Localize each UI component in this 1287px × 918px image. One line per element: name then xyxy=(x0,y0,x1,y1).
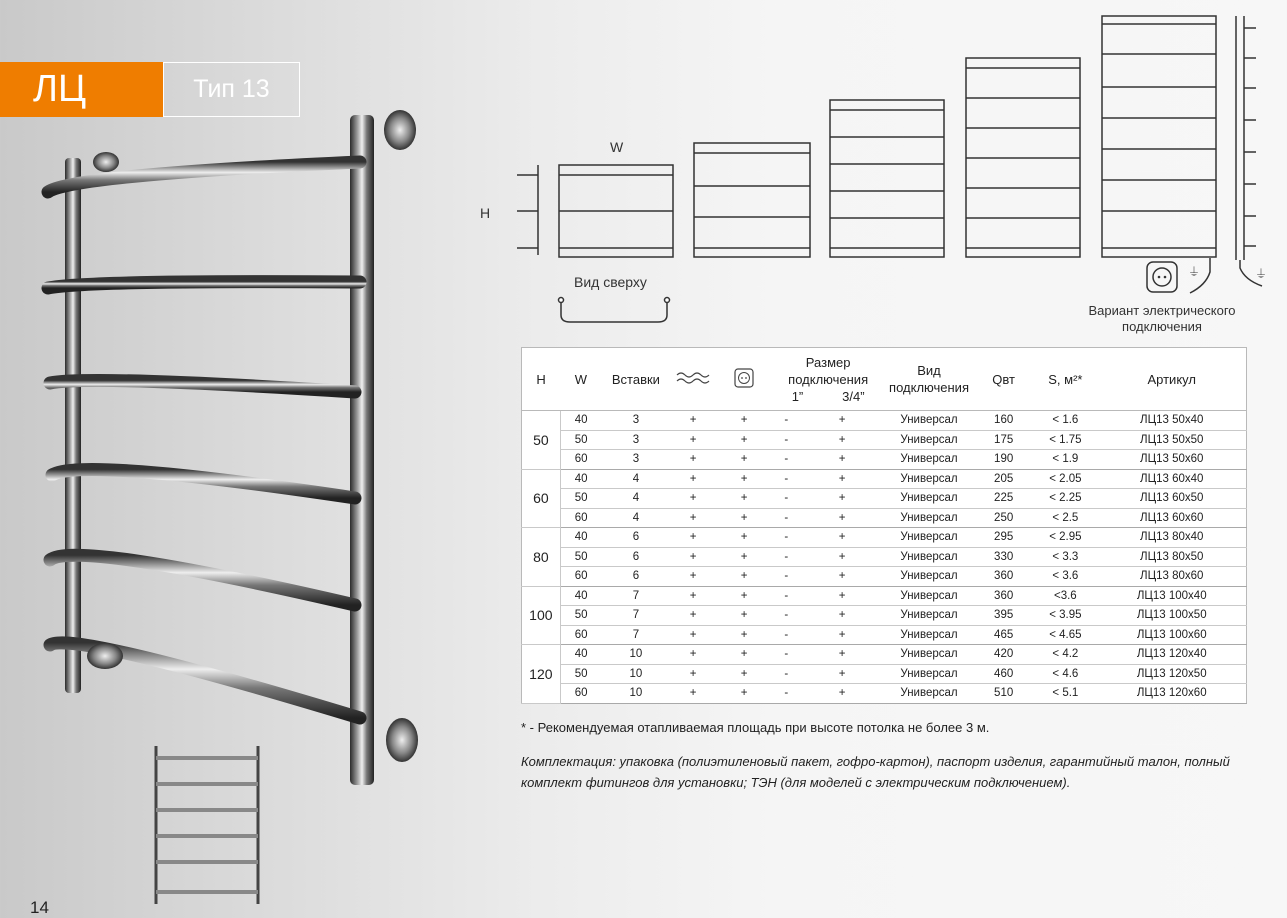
cell-ins: 10 xyxy=(602,645,671,665)
cell-q: 330 xyxy=(974,547,1033,567)
cell-ins: 10 xyxy=(602,664,671,684)
col-area: S, м²* xyxy=(1033,348,1097,411)
cell-socket: + xyxy=(716,469,772,489)
table-row xyxy=(522,469,1247,489)
cell-s: < 3.6 xyxy=(1033,567,1097,587)
height-group-cell: 60 xyxy=(522,469,561,528)
table-row xyxy=(522,664,1247,684)
cell-s: < 4.6 xyxy=(1033,664,1097,684)
size-34-label: 3/4” xyxy=(842,388,865,404)
cell-w: 40 xyxy=(560,586,601,606)
size-label: Размер подключения xyxy=(788,354,869,387)
cell-conn: Универсал xyxy=(884,411,974,431)
spec-table xyxy=(521,347,1247,704)
cell-w: 50 xyxy=(560,430,601,450)
size-1-label: 1” xyxy=(791,388,804,404)
cell-wave: + xyxy=(670,586,716,606)
cell-w: 50 xyxy=(560,547,601,567)
cell-ins: 3 xyxy=(602,450,671,470)
cell-s1: - xyxy=(772,411,800,431)
cell-q: 295 xyxy=(974,528,1033,548)
height-group-cell: 100 xyxy=(522,586,561,645)
cell-conn: Универсал xyxy=(884,528,974,548)
cell-s1: - xyxy=(772,625,800,645)
table-row xyxy=(522,567,1247,587)
cell-art: ЛЦ13 50х50 xyxy=(1097,430,1246,450)
cell-art: ЛЦ13 120х40 xyxy=(1097,645,1246,665)
cell-s: <3.6 xyxy=(1033,586,1097,606)
cell-wave: + xyxy=(670,469,716,489)
cell-socket: + xyxy=(716,606,772,626)
table-row xyxy=(522,528,1247,548)
cell-socket: + xyxy=(716,411,772,431)
cell-socket: + xyxy=(716,645,772,665)
cell-w: 60 xyxy=(560,625,601,645)
cell-art: ЛЦ13 50х60 xyxy=(1097,450,1246,470)
cell-w: 40 xyxy=(560,411,601,431)
cell-s1: - xyxy=(772,489,800,509)
cell-s: < 3.3 xyxy=(1033,547,1097,567)
cell-q: 225 xyxy=(974,489,1033,509)
cell-q: 360 xyxy=(974,567,1033,587)
cell-conn: Универсал xyxy=(884,586,974,606)
cell-ins: 7 xyxy=(602,606,671,626)
cell-socket: + xyxy=(716,684,772,704)
cell-conn: Универсал xyxy=(884,450,974,470)
cell-q: 190 xyxy=(974,450,1033,470)
cell-s1: - xyxy=(772,547,800,567)
height-group-cell: 120 xyxy=(522,645,561,704)
w-label: W xyxy=(610,139,624,155)
cell-w: 40 xyxy=(560,645,601,665)
h-label: H xyxy=(480,205,491,221)
table-row xyxy=(522,606,1247,626)
cell-s34: + xyxy=(800,430,884,450)
table-row xyxy=(522,645,1247,665)
cell-art: ЛЦ13 120х60 xyxy=(1097,684,1246,704)
cell-s34: + xyxy=(800,450,884,470)
cell-art: ЛЦ13 80х50 xyxy=(1097,547,1246,567)
cell-wave: + xyxy=(670,450,716,470)
cell-s34: + xyxy=(800,547,884,567)
table-row xyxy=(522,586,1247,606)
cell-wave: + xyxy=(670,508,716,528)
cell-conn: Универсал xyxy=(884,489,974,509)
cell-q: 465 xyxy=(974,625,1033,645)
cell-s1: - xyxy=(772,645,800,665)
cell-art: ЛЦ13 80х40 xyxy=(1097,528,1246,548)
cell-ins: 4 xyxy=(602,489,671,509)
series-badge: ЛЦ xyxy=(0,62,163,117)
cell-ins: 7 xyxy=(602,586,671,606)
cell-s: < 4.65 xyxy=(1033,625,1097,645)
cell-s34: + xyxy=(800,606,884,626)
cell-wave: + xyxy=(670,430,716,450)
cell-s: < 4.2 xyxy=(1033,645,1097,665)
cell-art: ЛЦ13 120х50 xyxy=(1097,664,1246,684)
cell-s1: - xyxy=(772,430,800,450)
cell-socket: + xyxy=(716,625,772,645)
table-row xyxy=(522,489,1247,509)
cell-art: ЛЦ13 80х60 xyxy=(1097,567,1246,587)
table-header-row xyxy=(522,348,1247,411)
cell-wave: + xyxy=(670,625,716,645)
socket-icon xyxy=(716,348,772,411)
cell-w: 60 xyxy=(560,684,601,704)
page-number: 14 xyxy=(30,898,49,917)
cell-conn: Универсал xyxy=(884,469,974,489)
top-view-label: Вид сверху xyxy=(574,274,647,290)
cell-wave: + xyxy=(670,489,716,509)
cell-q: 160 xyxy=(974,411,1033,431)
cell-wave: + xyxy=(670,567,716,587)
cell-socket: + xyxy=(716,508,772,528)
left-pipe xyxy=(65,158,81,693)
cell-s: < 5.1 xyxy=(1033,684,1097,704)
cell-s34: + xyxy=(800,469,884,489)
cell-s: < 2.95 xyxy=(1033,528,1097,548)
cell-ins: 10 xyxy=(602,684,671,704)
cell-art: ЛЦ13 60х50 xyxy=(1097,489,1246,509)
flange-top xyxy=(384,110,416,150)
cell-s1: - xyxy=(772,508,800,528)
cell-s: < 2.5 xyxy=(1033,508,1097,528)
cell-socket: + xyxy=(716,489,772,509)
cell-s34: + xyxy=(800,528,884,548)
cell-socket: + xyxy=(716,567,772,587)
cell-w: 60 xyxy=(560,450,601,470)
cell-wave: + xyxy=(670,547,716,567)
cell-s1: - xyxy=(772,528,800,548)
cell-socket: + xyxy=(716,664,772,684)
table-row xyxy=(522,450,1247,470)
cell-art: ЛЦ13 100х40 xyxy=(1097,586,1246,606)
table-row xyxy=(522,547,1247,567)
cell-conn: Универсал xyxy=(884,508,974,528)
cell-w: 60 xyxy=(560,567,601,587)
height-group-cell: 80 xyxy=(522,528,561,587)
col-connection: Вид подключения xyxy=(884,348,974,411)
right-pipe xyxy=(350,115,374,785)
col-watt: Qвт xyxy=(974,348,1033,411)
cell-wave: + xyxy=(670,645,716,665)
cell-w: 60 xyxy=(560,508,601,528)
type-badge: Тип 13 xyxy=(163,62,300,117)
cell-socket: + xyxy=(716,528,772,548)
cell-ins: 4 xyxy=(602,508,671,528)
small-rail-drawing xyxy=(150,744,265,908)
cell-s: < 2.05 xyxy=(1033,469,1097,489)
cell-q: 395 xyxy=(974,606,1033,626)
cell-s1: - xyxy=(772,567,800,587)
cell-art: ЛЦ13 60х60 xyxy=(1097,508,1246,528)
svg-text:⏚: ⏚ xyxy=(1255,267,1268,281)
cell-s34: + xyxy=(800,664,884,684)
cell-wave: + xyxy=(670,528,716,548)
cell-conn: Универсал xyxy=(884,684,974,704)
electric-variant-label: Вариант электрического подключения xyxy=(1088,303,1236,334)
cell-w: 50 xyxy=(560,489,601,509)
wave-icon xyxy=(670,348,716,411)
col-article: Артикул xyxy=(1097,348,1246,411)
cell-ins: 3 xyxy=(602,411,671,431)
cell-art: ЛЦ13 100х60 xyxy=(1097,625,1246,645)
cell-s1: - xyxy=(772,664,800,684)
cell-s1: - xyxy=(772,606,800,626)
cell-socket: + xyxy=(716,547,772,567)
height-group-cell: 50 xyxy=(522,411,561,470)
svg-text:⏚: ⏚ xyxy=(1188,265,1201,279)
cell-ins: 6 xyxy=(602,547,671,567)
cell-q: 205 xyxy=(974,469,1033,489)
cell-s34: + xyxy=(800,684,884,704)
cell-conn: Универсал xyxy=(884,430,974,450)
cell-s34: + xyxy=(800,508,884,528)
cell-conn: Универсал xyxy=(884,645,974,665)
cell-s34: + xyxy=(800,645,884,665)
cell-q: 250 xyxy=(974,508,1033,528)
cell-s1: - xyxy=(772,469,800,489)
cell-art: ЛЦ13 50х40 xyxy=(1097,411,1246,431)
cell-wave: + xyxy=(670,684,716,704)
col-inserts: Вставки xyxy=(602,348,671,411)
col-h: H xyxy=(522,348,561,411)
cell-w: 50 xyxy=(560,664,601,684)
cell-ins: 3 xyxy=(602,430,671,450)
cell-s1: - xyxy=(772,684,800,704)
cell-wave: + xyxy=(670,411,716,431)
cell-s34: + xyxy=(800,567,884,587)
table-row xyxy=(522,411,1247,431)
footnote: * - Рекомендуемая отапливаемая площадь при высоте потолка не более 3 м. xyxy=(521,720,990,735)
flange-bottom xyxy=(386,718,418,762)
cell-q: 420 xyxy=(974,645,1033,665)
cell-conn: Универсал xyxy=(884,625,974,645)
cell-conn: Универсал xyxy=(884,547,974,567)
cell-q: 460 xyxy=(974,664,1033,684)
cell-s: < 3.95 xyxy=(1033,606,1097,626)
table-row xyxy=(522,684,1247,704)
table-row xyxy=(522,625,1247,645)
cell-s34: + xyxy=(800,625,884,645)
cell-q: 510 xyxy=(974,684,1033,704)
cell-s1: - xyxy=(772,586,800,606)
cell-art: ЛЦ13 100х50 xyxy=(1097,606,1246,626)
cell-s: < 1.75 xyxy=(1033,430,1097,450)
cell-ins: 7 xyxy=(602,625,671,645)
cell-ins: 6 xyxy=(602,567,671,587)
cell-socket: + xyxy=(716,586,772,606)
cell-w: 50 xyxy=(560,606,601,626)
table-row xyxy=(522,508,1247,528)
cell-socket: + xyxy=(716,430,772,450)
cell-q: 360 xyxy=(974,586,1033,606)
cell-conn: Универсал xyxy=(884,664,974,684)
cell-s: < 2.25 xyxy=(1033,489,1097,509)
cell-wave: + xyxy=(670,606,716,626)
cell-q: 175 xyxy=(974,430,1033,450)
cell-ins: 4 xyxy=(602,469,671,489)
cell-art: ЛЦ13 60х40 xyxy=(1097,469,1246,489)
cell-s: < 1.6 xyxy=(1033,411,1097,431)
cell-s34: + xyxy=(800,586,884,606)
package-note: Комплектация: упаковка (полиэтиленовый пакет, гофро-картон), паспорт изделия, гарантийный талон, полный комплект фитингов для установки; ТЭН (для моделей с электрическим подключением). xyxy=(521,754,1230,790)
cell-conn: Универсал xyxy=(884,567,974,587)
cell-s: < 1.9 xyxy=(1033,450,1097,470)
cell-wave: + xyxy=(670,664,716,684)
col-w: W xyxy=(560,348,601,411)
cell-conn: Универсал xyxy=(884,606,974,626)
cell-socket: + xyxy=(716,450,772,470)
table-row xyxy=(522,430,1247,450)
cell-s34: + xyxy=(800,489,884,509)
cell-w: 40 xyxy=(560,469,601,489)
cell-ins: 6 xyxy=(602,528,671,548)
rails xyxy=(48,162,360,718)
cell-s1: - xyxy=(772,450,800,470)
product-photo xyxy=(30,100,430,800)
cell-w: 40 xyxy=(560,528,601,548)
cell-s34: + xyxy=(800,411,884,431)
col-size xyxy=(772,348,884,411)
